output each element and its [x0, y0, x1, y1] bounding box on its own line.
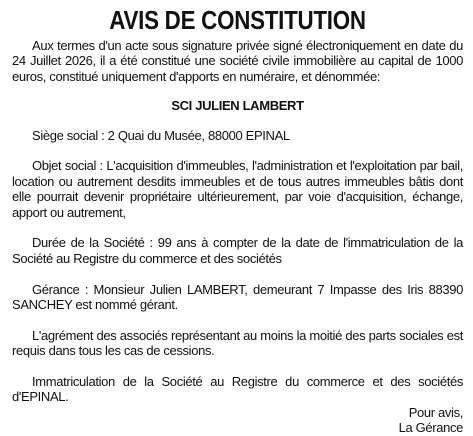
notice-body: [12, 38, 463, 436]
agrement-paragraph: L'agrément des associés représentant au moins la moitié des parts sociales est requis dans tous les cas de cessions.: [12, 327, 463, 359]
objet-social-paragraph: Objet social : L'acquisition d'immeubles, l'administration et l'exploitation par bail, location ou autrement desdits immeubles et de tous autres immeubles bâtis dont elle pourrait devenir propriétaire ultérieurement, par voie d'acquisition, échange, apport ou autrement,: [12, 158, 463, 220]
duree-paragraph: Durée de la Société : 99 ans à compter de la date de l'immatriculation de la Société au Registre du commerce et des sociétés: [12, 235, 463, 266]
closing-block: [12, 374, 463, 436]
signature-line: La Gérance: [398, 420, 463, 436]
immatriculation-paragraph: Immatriculation de la Société au Registre du commerce et des sociétés d'EPINAL.: [12, 374, 463, 405]
intro-paragraph: Aux termes d'un acte sous signature privée signé électroniquement en date du 24 Juillet 2026, il a été constitué une société civile immobilière au capital de 1000 euros, constitué uniquement d'apports en numéraire, et dénommée:: [12, 38, 463, 84]
gerance-paragraph: Gérance : Monsieur Julien LAMBERT, demeurant 7 Impasse des Iris 88390 SANCHEY est nommé gérant.: [12, 281, 463, 313]
company-name: SCI JULIEN LAMBERT: [171, 98, 304, 114]
notice-title: AVIS DE CONSTITUTION: [109, 5, 366, 35]
siege-social-paragraph: Siège social : 2 Quai du Musée, 88000 EPINAL: [32, 127, 290, 143]
pour-avis-line: Pour avis,: [408, 404, 463, 420]
